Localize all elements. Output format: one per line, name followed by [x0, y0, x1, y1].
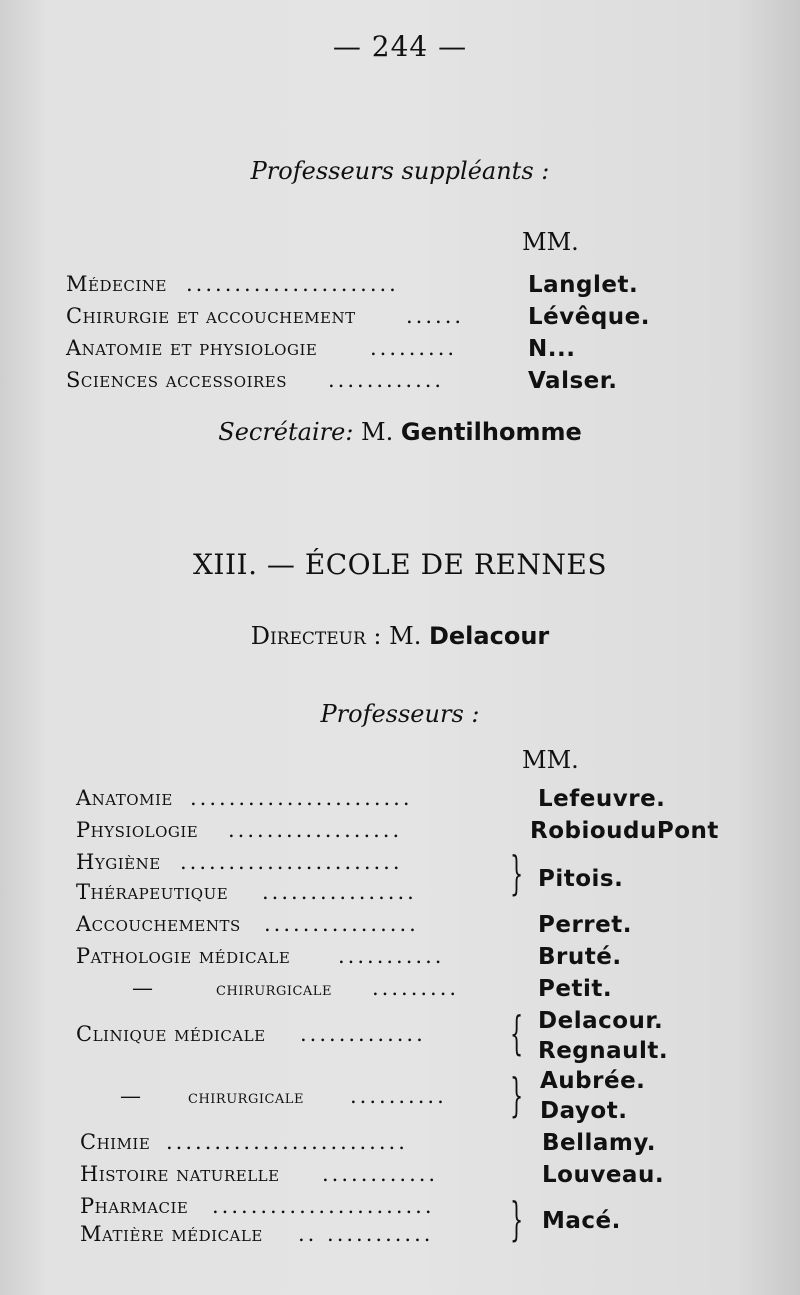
- row-label: chirurgicale: [188, 1087, 304, 1108]
- row-name: N...: [528, 336, 576, 362]
- row-dots: .......................: [212, 1194, 435, 1218]
- row-dots: ...........: [338, 944, 445, 968]
- ditto-dash: —: [120, 1084, 141, 1108]
- row-label: Hygiène: [76, 850, 161, 874]
- secretary-label: Secrétaire:: [218, 418, 354, 446]
- mace-name: Macé.: [542, 1208, 621, 1234]
- row-dots: .........: [370, 336, 458, 360]
- row-label: Chirurgie et accouchement: [66, 304, 356, 328]
- mm-header-2: MM.: [522, 746, 579, 774]
- substitute-row-medecine: [0, 272, 800, 306]
- row-label: Thérapeutique: [76, 880, 229, 904]
- pitois-name: Pitois.: [538, 866, 624, 892]
- brace-icon: }: [510, 1192, 524, 1246]
- clinique-medicale-name-1: Delacour.: [538, 1008, 664, 1034]
- director-line: [0, 622, 800, 650]
- row-dots: ................: [262, 880, 417, 904]
- row-dots: ............: [328, 368, 445, 392]
- secretary-name: Gentilhomme: [400, 418, 582, 446]
- row-dots: ............: [322, 1162, 439, 1186]
- professor-row-histoire-naturelle: [0, 1162, 800, 1196]
- row-name: Lefeuvre.: [538, 786, 666, 812]
- mm-header-1: MM.: [522, 228, 579, 256]
- row-name: Lévêque.: [528, 304, 651, 330]
- director-label: Directeur: [250, 622, 366, 650]
- row-label: Clinique médicale: [76, 1022, 266, 1046]
- professor-row-pathologie-chirurgicale: [0, 976, 800, 1010]
- row-dots: ..................: [228, 818, 403, 842]
- row-name: Bellamy.: [542, 1130, 657, 1156]
- substitute-professors-subtitle: Professeurs suppléants :: [250, 157, 550, 185]
- row-name: Louveau.: [542, 1162, 665, 1188]
- professor-row-anatomie: [0, 786, 800, 820]
- school-heading: XIII. — ÉCOLE DE RENNES: [193, 548, 607, 581]
- professor-row-accouchements: [0, 912, 800, 946]
- substitute-row-sciences: [0, 368, 800, 402]
- substitute-row-chirurgie: [0, 304, 800, 338]
- row-label: Histoire naturelle: [80, 1162, 280, 1186]
- row-dots: .. ...........: [298, 1222, 434, 1246]
- row-dots: ......................: [186, 272, 399, 296]
- row-label: Anatomie et physiologie: [66, 336, 318, 360]
- page-number: — 244 —: [332, 30, 468, 63]
- row-label: Pathologie médicale: [76, 944, 291, 968]
- row-dots: .............: [300, 1022, 426, 1046]
- row-dots: ......: [406, 304, 465, 328]
- professor-row-chimie: [0, 1130, 800, 1164]
- professor-row-pathologie-medicale: [0, 944, 800, 978]
- row-label: Physiologie: [76, 818, 199, 842]
- brace-icon: {: [510, 1006, 524, 1060]
- secretary-title: M.: [361, 418, 394, 446]
- row-dots: .........................: [166, 1130, 408, 1154]
- director-separator: : M.: [365, 622, 429, 650]
- row-label: Chimie: [80, 1130, 151, 1154]
- professor-row-physiologie: [0, 818, 800, 852]
- professor-row-matiere-medicale: [0, 1222, 800, 1256]
- professor-row-clinique-medicale: [0, 1022, 800, 1056]
- professor-row-hygiene: [0, 850, 800, 884]
- row-name: RobiouduPont: [530, 818, 719, 844]
- row-label: Pharmacie: [80, 1194, 189, 1218]
- professors-subtitle: Professeurs :: [320, 700, 480, 728]
- brace-icon: }: [510, 1068, 524, 1122]
- clinique-chirurgicale-name-2: Dayot.: [540, 1098, 628, 1124]
- professor-row-clinique-chirurgicale: [0, 1084, 800, 1118]
- director-name: Delacour: [428, 622, 550, 650]
- row-label: Sciences accessoires: [66, 368, 288, 392]
- row-label: Anatomie: [76, 786, 173, 810]
- secretary-line: [0, 418, 800, 446]
- row-dots: .........: [372, 976, 460, 1000]
- professor-row-therapeutique: [0, 880, 800, 914]
- row-name: Bruté.: [538, 944, 622, 970]
- row-label: Accouchements: [76, 912, 241, 936]
- clinique-chirurgicale-name-1: Aubrée.: [540, 1068, 646, 1094]
- ditto-dash: —: [132, 976, 153, 1000]
- row-dots: .......................: [180, 850, 403, 874]
- row-dots: .......................: [190, 786, 413, 810]
- brace-icon: }: [510, 846, 524, 900]
- row-dots: ................: [264, 912, 419, 936]
- clinique-medicale-name-2: Regnault.: [538, 1038, 669, 1064]
- row-label: Matière médicale: [80, 1222, 263, 1246]
- row-name: Petit.: [538, 976, 613, 1002]
- row-label: chirurgicale: [216, 979, 332, 1000]
- row-name: Valser.: [528, 368, 618, 394]
- row-name: Perret.: [538, 912, 632, 938]
- row-name: Langlet.: [528, 272, 639, 298]
- row-label: Médecine: [66, 272, 167, 296]
- substitute-row-anatomie: [0, 336, 800, 370]
- row-dots: ..........: [350, 1084, 447, 1108]
